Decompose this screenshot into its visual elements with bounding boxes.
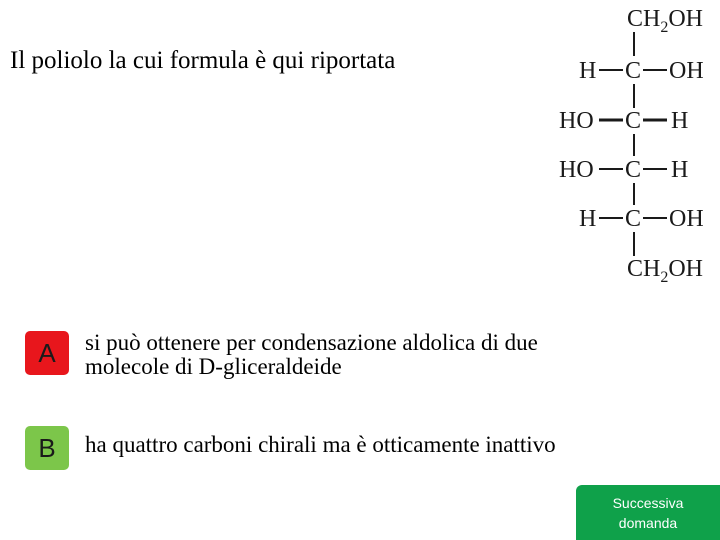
option-b-badge[interactable]: B xyxy=(25,426,69,470)
next-question-button[interactable] xyxy=(576,485,720,540)
option-b-line1: ha quattro carboni chirali ma è otticamente inattivo xyxy=(85,432,556,457)
fischer-projection xyxy=(555,0,720,290)
question-text: Il poliolo la cui formula è qui riportata xyxy=(10,47,396,74)
carbon-1: C xyxy=(625,58,642,84)
next-button-line2: domanda xyxy=(618,515,678,531)
option-a-text[interactable] xyxy=(85,331,538,379)
row3-left: HO xyxy=(559,157,594,183)
option-a-line1: si può ottenere per condensazione aldolica di due xyxy=(85,330,538,355)
option-a-line2: molecole di D-gliceraldeide xyxy=(85,354,342,379)
row1-left: H xyxy=(579,58,597,84)
row4-left: H xyxy=(579,206,597,232)
row3-right: H xyxy=(671,157,689,183)
carbon-3: C xyxy=(625,157,642,183)
row1-right: OH xyxy=(669,58,704,84)
next-button-line1: Successiva xyxy=(612,495,684,511)
row2-left: HO xyxy=(559,108,594,134)
formula-top-group: $CH_2OH$ xyxy=(627,6,704,36)
carbon-2: C xyxy=(625,108,642,134)
row4-right: OH xyxy=(669,206,704,232)
formula-bottom-group: $CH_2OH$ xyxy=(627,256,704,286)
carbon-4: C xyxy=(625,206,642,232)
row2-right: H xyxy=(671,108,689,134)
option-a-badge[interactable]: A xyxy=(25,331,69,375)
option-b-text[interactable] xyxy=(85,433,556,457)
